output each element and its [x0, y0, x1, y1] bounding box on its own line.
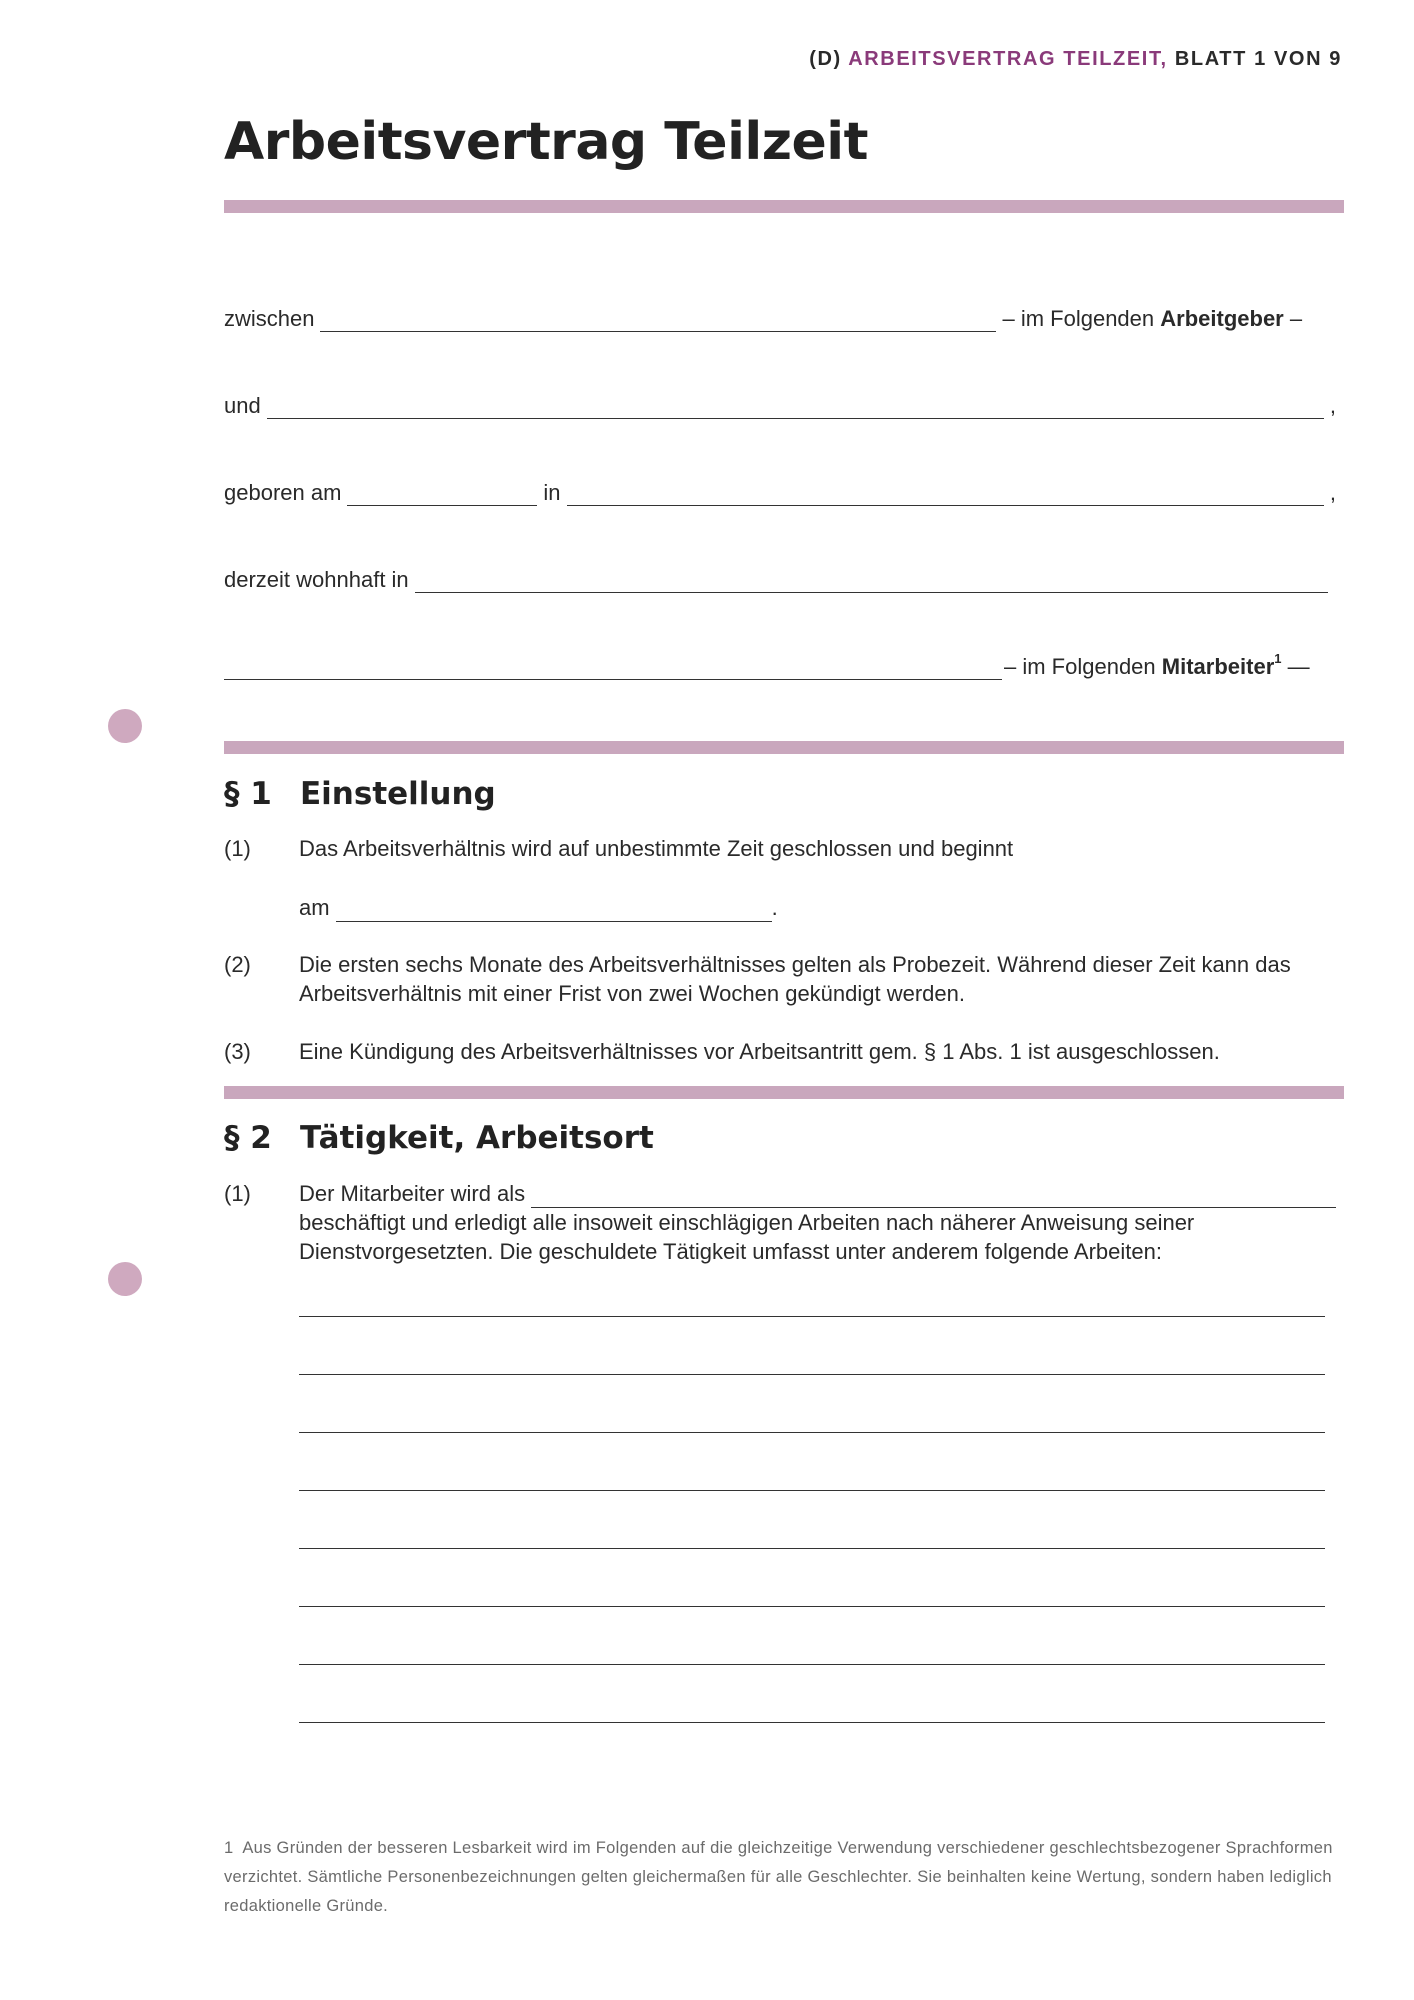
title-divider: [224, 200, 1344, 213]
task-line-field[interactable]: [299, 1374, 1325, 1375]
section-number: § 1: [224, 776, 272, 812]
header-prefix: (D): [809, 48, 842, 70]
paragraph-number: (2): [224, 952, 251, 977]
residence-field[interactable]: [415, 573, 1328, 593]
punch-hole-decoration: [108, 709, 142, 743]
und-label: und: [224, 393, 261, 418]
task-line-field[interactable]: [299, 1722, 1325, 1723]
start-date-line: [299, 893, 1344, 922]
section-divider: [224, 741, 1344, 754]
section-divider: [224, 1086, 1344, 1099]
section-1-heading: [224, 776, 496, 812]
employee-role-suffix: —: [1287, 654, 1310, 679]
employee-role-line: [224, 651, 1336, 680]
task-line-field[interactable]: [299, 1548, 1325, 1549]
employee-name-field[interactable]: [267, 399, 1324, 419]
und-suffix: ,: [1329, 393, 1336, 418]
birth-date-field[interactable]: [347, 486, 537, 506]
wohnhaft-label: derzeit wohnhaft in: [224, 567, 409, 592]
employee-role-prefix: – im Folgenden: [1004, 654, 1156, 679]
employee-role-label: Mitarbeiter: [1161, 654, 1275, 679]
geboren-label: geboren am: [224, 480, 342, 505]
am-label: am: [299, 895, 330, 920]
employer-role-label: Arbeitgeber: [1160, 306, 1284, 331]
task-line-field[interactable]: [299, 1316, 1325, 1317]
zwischen-label: zwischen: [224, 306, 315, 331]
page-header: [809, 48, 1342, 71]
footnote-text: Aus Gründen der besseren Lesbarkeit wird im Folgenden auf die gleichzeitige Verwendung verschiedener geschlechtsbezogener Sprachformen verzichtet. Sämtliche Personenbezeichnungen gelten gleichermaßen für alle Geschlechter. Sie beinhalten keine Wertung, sondern haben lediglich redaktionelle Gründe.: [224, 1839, 1333, 1915]
employer-name-field[interactable]: [320, 312, 996, 332]
header-doc-name: ARBEITSVERTRAG TEILZEIT,: [848, 48, 1168, 70]
employer-line: [224, 306, 1336, 332]
residence-line: [224, 567, 1336, 593]
job-title-field[interactable]: [531, 1188, 1336, 1208]
job-title-label: Der Mitarbeiter wird als: [299, 1181, 526, 1206]
task-line-field[interactable]: [299, 1606, 1325, 1607]
residence-field-continued[interactable]: [224, 660, 1002, 680]
footnote: [224, 1834, 1334, 1921]
footnote-ref[interactable]: 1: [1274, 651, 1282, 666]
paragraph-text: Eine Kündigung des Arbeitsverhältnisses vor Arbeitsantritt gem. § 1 Abs. 1 ist ausgeschlossen.: [299, 1039, 1220, 1064]
paragraph-number: (1): [224, 836, 251, 861]
task-line-field[interactable]: [299, 1490, 1325, 1491]
paragraph-text: beschäftigt und erledigt alle insoweit einschlägigen Arbeiten nach näherer Anweisung seiner Dienstvorgesetzten. Die geschuldete Tätigkeit umfasst unter anderem folgende Arbeiten:: [299, 1210, 1195, 1264]
section-title: Tätigkeit, Arbeitsort: [300, 1120, 654, 1156]
paragraph-number: (1): [224, 1181, 251, 1206]
page-title: Arbeitsvertrag Teilzeit: [224, 112, 868, 172]
section-1-paragraph-2: [224, 950, 1344, 1008]
paragraph-text: Die ersten sechs Monate des Arbeitsverhältnisses gelten als Probezeit. Während dieser Zeit kann das Arbeitsverhältnis mit einer Frist von zwei Wochen gekündigt werden.: [299, 952, 1291, 1006]
employer-role-prefix: – im Folgenden: [1002, 306, 1155, 331]
section-2-heading: [224, 1120, 654, 1156]
section-2-paragraph-1: [224, 1179, 1344, 1266]
section-title: Einstellung: [300, 776, 496, 812]
task-line-field[interactable]: [299, 1432, 1325, 1433]
in-label: in: [543, 480, 561, 505]
header-page-info: BLATT 1 VON 9: [1174, 48, 1342, 70]
birth-line: [224, 480, 1336, 506]
section-number: § 2: [224, 1120, 272, 1156]
employer-role-suffix: –: [1289, 306, 1303, 331]
geboren-suffix: ,: [1329, 480, 1336, 505]
start-date-field[interactable]: [336, 902, 772, 922]
punch-hole-decoration: [108, 1262, 142, 1296]
paragraph-text: Das Arbeitsverhältnis wird auf unbestimmte Zeit geschlossen und beginnt: [299, 836, 1014, 861]
section-1-paragraph-3: [224, 1037, 1344, 1066]
birth-place-field[interactable]: [567, 486, 1324, 506]
job-title-line: [299, 1179, 1344, 1208]
am-suffix: .: [771, 895, 778, 920]
task-line-field[interactable]: [299, 1664, 1325, 1665]
footnote-number: 1: [224, 1839, 234, 1857]
employee-name-line: [224, 393, 1336, 419]
section-1-paragraph-1: [224, 834, 1344, 922]
paragraph-number: (3): [224, 1039, 251, 1064]
